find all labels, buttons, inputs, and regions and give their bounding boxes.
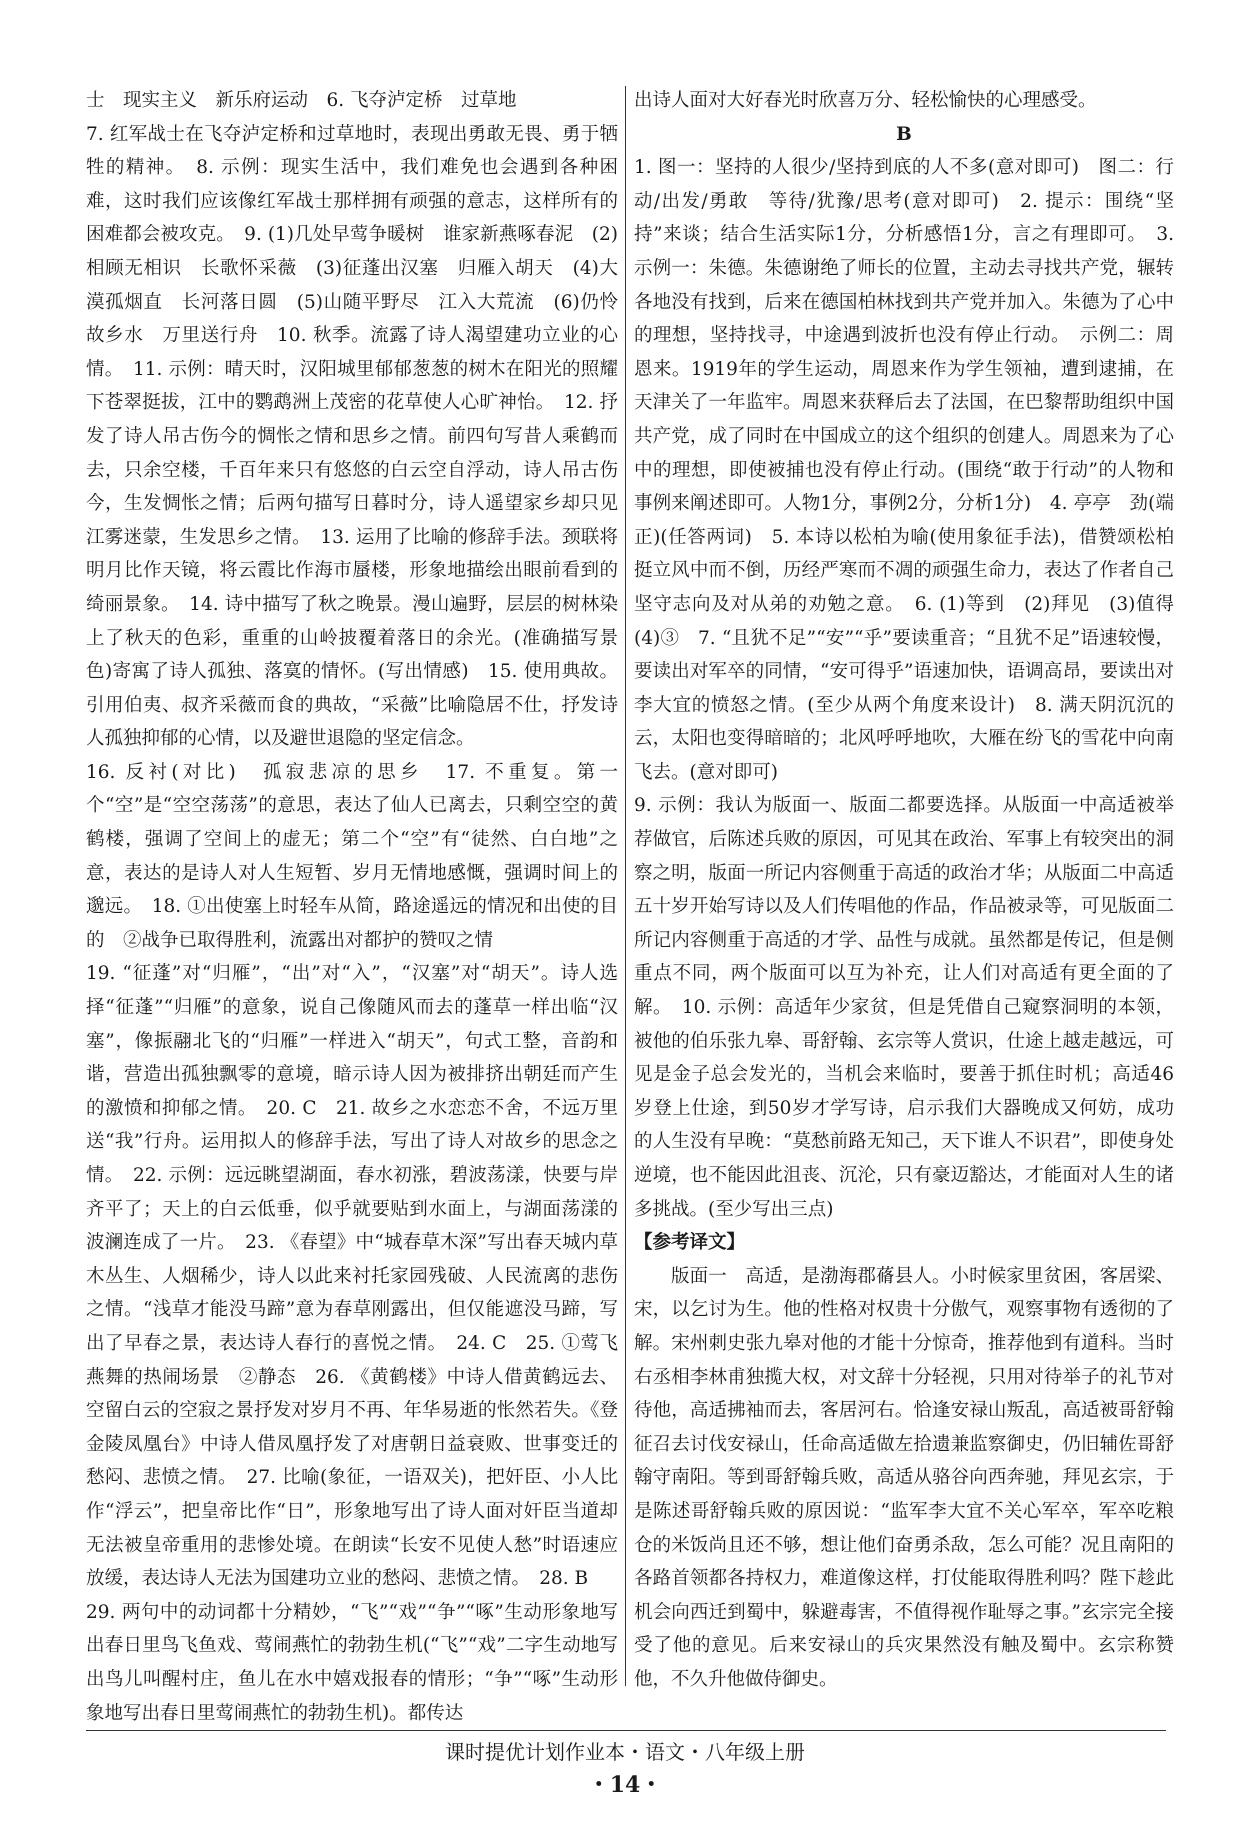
section-b-heading: B	[896, 123, 912, 145]
footer-rule	[86, 1730, 1166, 1731]
column-divider	[625, 86, 626, 1686]
page-number: ・14・	[587, 1772, 663, 1798]
continuation-text: 出诗人面对大好春光时欣喜万分、轻松愉快的心理感受。	[634, 90, 1097, 111]
item-9-10-answers: 9. 示例：我认为版面一、版面二都要选择。从版面一中高适被举荐做官，后陈述兵败的原因，可见其在政治、军事上有较突出的洞察之明，版面一所记内容侧重于高适的政治才华；从版面二中高适五十岁开始写诗以及人们传唱他的作品，作品被录等，可见版面二所记内容侧重于高适的才学、品性与成就。虽然都是传记，但是侧重点不同，两个版面可以互为补充，让人们对高适有更全面的了解。 10. 示例：高适年少家贫，但是凭借自己窥察洞明的本领，被他的伯乐张九皋、哥舒翰、玄宗等人赏识，仕途上越走越远，可见是金子总会发光的，当机会来临时，要善于抓住时机；高适46岁登上仕途，到50岁才学写诗，启示我们大器晚成又何妨，成功的人生没有早晚：“莫愁前路无知己，天下谁人不识君”，即使身处逆境，也不能因此沮丧、沉沦，只有豪迈豁达，才能面对人生的诸多挑战。(至少写出三点)	[634, 795, 1174, 1220]
left-paragraph-3: 16. 反衬(对比) 孤寂悲凉的思乡 17. 不重复。第一个“空”是“空空荡荡”的意思，表达了仙人已离去，只剩空空的黄鹤楼，强调了空间上的虚无；第二个“空”有“徒然、白白地”之意，表达的是诗人对人生短暂、岁月无情地感慨，强调时间上的邈远。 18. ①出使塞上时轻车从简，路途遥远的情况和出使的目的 ②战争已取得胜利，流露出对都护的赞叹之情	[86, 761, 618, 951]
footer-title: 课时提优计划作业本・语文・八年级上册	[445, 1740, 805, 1764]
left-paragraph-2: 7. 红军战士在飞夺泸定桥和过草地时，表现出勇敢无畏、勇于牺牲的精神。 8. 示例：现实生活中，我们难免也会遇到各种困难，这时我们应该像红军战士那样拥有顽强的意志，这样所有的困难都会被攻克。 9. (1)几处早莺争暖树 谁家新燕啄春泥 (2)相顾无相识 长歌怀采薇 (3)征蓬出汉塞 归雁入胡天 (4)大漠孤烟直 长河落日圆 (5)山随平野尽 江入大荒流 (6)仍怜故乡水 万里送行舟 10. 秋季。流露了诗人渴望建功立业的心情。 11. 示例：晴天时，汉阳城里郁郁葱葱的树木在阳光的照耀下苍翠挺拔，江中的鹦鹉洲上茂密的花草使人心旷神怡。 12. 抒发了诗人吊古伤今的惆怅之情和思乡之情。前四句写昔人乘鹤而去，只余空楼，千百年来只有悠悠的白云空自浮动，诗人吊古伤今，生发惆怅之情；后两句描写日暮时分，诗人遥望家乡却只见江雾迷蒙，生发思乡之情。 13. 运用了比喻的修辞手法。颈联将明月比作天镜，将云霞比作海市蜃楼，形象地描绘出眼前看到的绮丽景象。 14. 诗中描写了秋之晚景。漫山遍野，层层的树林染上了秋天的色彩，重重的山岭披覆着落日的余光。(准确描写景色)寄寓了诗人孤独、落寞的情怀。(写出情感) 15. 使用典故。引用伯夷、叔齐采薇而食的典故，“采薇”比喻隐居不仕，抒发诗人孤独抑郁的心情，以及避世退隐的坚定信念。	[86, 123, 618, 750]
left-column	[86, 84, 618, 1730]
left-paragraph-5: 29. 两句中的动词都十分精妙，“飞”“戏”“争”“啄”生动形象地写出春日里鸟飞鱼戏、莺闹燕忙的勃勃生机(“飞”“戏”二字生动地写出鸟儿叫醒村庄，鱼儿在水中嬉戏报春的情形；“争”“啄”生动形象地写出春日里莺闹燕忙的勃勃生机)。都传达	[86, 1601, 618, 1724]
translation-text: 版面一 高适，是渤海郡蓨县人。小时候家里贫困，客居梁、宋，以乞讨为生。他的性格对权贵十分傲气，观察事物有透彻的了解。宋州刺史张九皋对他的才能十分惊奇，推荐他到有道科。当时右丞相李林甫独揽大权，对文辞十分轻视，只用对待举子的礼节对待他，高适拂袖而去，客居河右。恰逢安禄山叛乱，高适被哥舒翰征召去讨伐安禄山，任命高适做左拾遗兼监察御史，仍旧辅佐哥舒翰守南阳。等到哥舒翰兵败，高适从骆谷向西奔驰，拜见玄宗，于是陈述哥舒翰兵败的原因说：“监军李大宜不关心军卒，军卒吃粮仓的米饭尚且还不够，想让他们奋勇杀敌，怎么可能？况且南阳的各路首领都各持权力，难道像这样，打仗能取得胜利吗？陛下趁此机会向西迁到蜀中，躲避毒害，不值得视作耻辱之事。”玄宗完全接受了他的意见。后来安禄山的兵灾果然没有触及蜀中。玄宗称赞他，不久升他做侍御史。	[634, 1265, 1174, 1690]
left-paragraph-4: 19. “征蓬”对“归雁”，“出”对“入”，“汉塞”对“胡天”。诗人选择“征蓬”“归雁”的意象，说自己像随风而去的蓬草一样出临“汉塞”，像振翮北飞的“归雁”一样进入“胡天”，句式工整，音韵和谐，营造出孤独飘零的意境，暗示诗人因为被排挤出朝廷而产生的激愤和抑郁之情。 20. C 21. 故乡之水恋恋不舍，不远万里送“我”行舟。运用拟人的修辞手法，写出了诗人对故乡的思念之情。 22. 示例：远远眺望湖面，春水初涨，碧波荡漾，快要与岸齐平了；天上的白云低垂，似乎就要贴到水面上，与湖面荡漾的波澜连成了一片。 23. 《春望》中“城春草木深”写出春天城内草木丛生、人烟稀少，诗人以此来衬托家园残破、人民流离的悲伤之情。“浅草才能没马蹄”意为春草刚露出，但仅能遮没马蹄，写出了早春之景，表达诗人春行的喜悦之情。 24. C 25. ①莺飞燕舞的热闹场景 ②静态 26. 《黄鹤楼》中诗人借黄鹤远去、空留白云的空寂之景抒发对岁月不再、年华易逝的怅然若失。《登金陵凤凰台》中诗人借凤凰抒发了对唐朝日益衰败、世事变迁的愁闷、悲愤之情。 27. 比喻(象征，一语双关)，把奸臣、小人比作“浮云”，把皇帝比作“日”，形象地写出了诗人面对奸臣当道却无法被皇帝重用的悲惨处境。在朗读“长安不见使人愁”时语速应放缓，表达诗人无法为国建功立业的愁闷、悲愤之情。 28. B	[86, 963, 618, 1590]
right-column	[634, 84, 1193, 1697]
section-b-answers: 1. 图一：坚持的人很少/坚持到底的人不多(意对即可) 图二：行动/出发/勇敢 等待/犹豫/思考(意对即可) 2. 提示：围绕“坚持”来谈；结合生活实际1分，分析感悟1分，言之有理即可。 3. 示例一：朱德。朱德谢绝了师长的位置，主动去寻找共产党，辗转各地没有找到，后来在德国柏林找到共产党并加入。朱德为了心中的理想，坚持找寻，中途遇到波折也没有停止行动。 示例二：周恩来。1919年的学生运动，周恩来作为学生领袖，遭到逮捕，在天津关了一年监牢。周恩来获释后去了法国，在巴黎帮助组织中国共产党，成了同时在中国成立的这个组织的创建人。周恩来为了心中的理想，即使被捕也没有停止行动。(围绕“敢于行动”的人物和事例来阐述即可。人物1分，事例2分，分析1分) 4. 亭亭 劲(端正)(任答两词) 5. 本诗以松柏为喻(使用象征手法)，借赞颂松柏挺立风中而不倒，历经严寒而不凋的顽强生命力，表达了作者自己坚守志向及对从弟的劝勉之意。 6. (1)等到 (2)拜见 (3)值得 (4)③ 7. “且犹不足”“安”“乎”要读重音；“且犹不足”语速较慢，要读出对军卒的同情，“安可得乎”语速加快，语调高昂，要读出对李大宜的愤怒之情。(至少从两个角度来设计) 8. 满天阴沉沉的云，太阳也变得暗暗的；北风呼呼地吹，大雁在纷飞的雪花中向南飞去。(意对即可)	[634, 157, 1193, 783]
left-paragraph-1: 士 现实主义 新乐府运动 6. 飞夺泸定桥 过草地	[86, 90, 517, 111]
reference-translation-heading: 【参考译文】	[634, 1232, 746, 1254]
